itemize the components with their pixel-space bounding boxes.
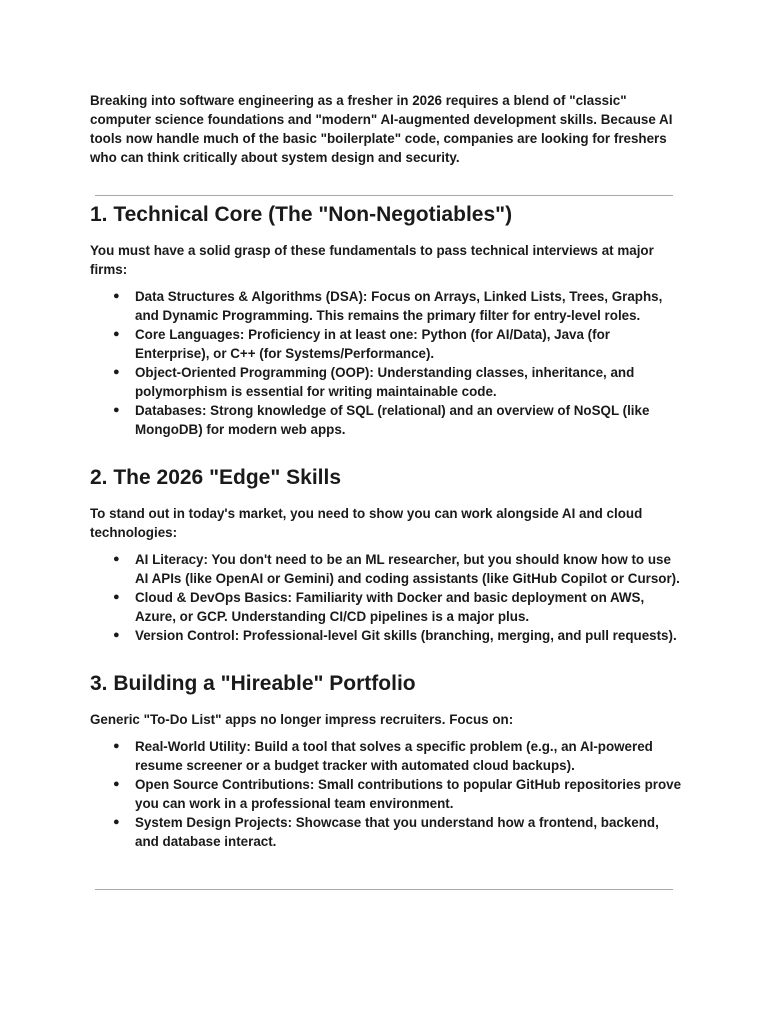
divider-top <box>95 195 673 196</box>
bullet-list <box>90 737 682 851</box>
bullet-icon: ● <box>113 290 120 302</box>
list-item-text: Databases: Strong knowledge of SQL (relational) and an overview of NoSQL (like MongoDB) for modern web apps. <box>135 403 650 437</box>
list-item-text: Version Control: Professional-level Git skills (branching, merging, and pull requests). <box>135 628 677 643</box>
list-item <box>90 588 682 626</box>
bullet-icon: ● <box>113 740 120 752</box>
list-item <box>90 550 682 588</box>
bullet-icon: ● <box>113 328 120 340</box>
section-lead: You must have a solid grasp of these fundamentals to pass technical interviews at major firms: <box>90 243 654 277</box>
bullet-icon: ● <box>113 553 120 565</box>
list-item <box>90 626 682 645</box>
section-heading: 3. Building a "Hireable" Portfolio <box>90 672 416 695</box>
bullet-icon: ● <box>113 591 120 603</box>
intro-paragraph: Breaking into software engineering as a fresher in 2026 requires a blend of "classic" computer science foundations and "modern" AI-augmented development skills. Because AI tools now handle much of the basic "boilerplate" code, companies are looking for freshers who can think critically about system design and security. <box>90 93 673 165</box>
list-item-text: Core Languages: Proficiency in at least one: Python (for AI/Data), Java (for Enterprise), or C++ (for Systems/Performance). <box>135 327 610 361</box>
section-heading: 2. The 2026 "Edge" Skills <box>90 466 342 489</box>
list-item-text: Real-World Utility: Build a tool that solves a specific problem (e.g., an AI-powered resume screener or a budget tracker with automated cloud backups). <box>135 739 653 773</box>
list-item <box>90 325 682 363</box>
list-item <box>90 401 682 439</box>
section-edge-skills <box>90 465 682 645</box>
bullet-list <box>90 287 682 439</box>
section-heading: 1. Technical Core (The "Non-Negotiables") <box>90 203 513 226</box>
document-page <box>90 91 682 890</box>
list-item-text: AI Literacy: You don't need to be an ML researcher, but you should know how to use AI APIs (like OpenAI or Gemini) and coding assistants (like GitHub Copilot or Cursor). <box>135 552 680 586</box>
list-item <box>90 813 682 851</box>
list-item-text: Data Structures & Algorithms (DSA): Focus on Arrays, Linked Lists, Trees, Graphs, and Dynamic Programming. This remains the primary filter for entry-level roles. <box>135 289 663 323</box>
section-lead: Generic "To-Do List" apps no longer impress recruiters. Focus on: <box>90 712 514 727</box>
list-item-text: Object-Oriented Programming (OOP): Understanding classes, inheritance, and polymorphism is essential for writing maintainable code. <box>135 365 635 399</box>
section-lead: To stand out in today's market, you need to show you can work alongside AI and cloud technologies: <box>90 506 643 540</box>
section-portfolio <box>90 671 682 851</box>
list-item <box>90 775 682 813</box>
bullet-icon: ● <box>113 366 120 378</box>
list-item-text: Cloud & DevOps Basics: Familiarity with Docker and basic deployment on AWS, Azure, or GCP. Understanding CI/CD pipelines is a major plus. <box>135 590 645 624</box>
list-item <box>90 287 682 325</box>
bullet-list <box>90 550 682 645</box>
list-item <box>90 363 682 401</box>
list-item <box>90 737 682 775</box>
bullet-icon: ● <box>113 404 120 416</box>
bullet-icon: ● <box>113 778 120 790</box>
section-technical-core <box>90 202 682 439</box>
list-item-text: System Design Projects: Showcase that you understand how a frontend, backend, and database interact. <box>135 815 659 849</box>
bullet-icon: ● <box>113 629 120 641</box>
bullet-icon: ● <box>113 816 120 828</box>
divider-bottom <box>95 889 673 890</box>
list-item-text: Open Source Contributions: Small contributions to popular GitHub repositories prove you can work in a professional team environment. <box>135 777 682 811</box>
